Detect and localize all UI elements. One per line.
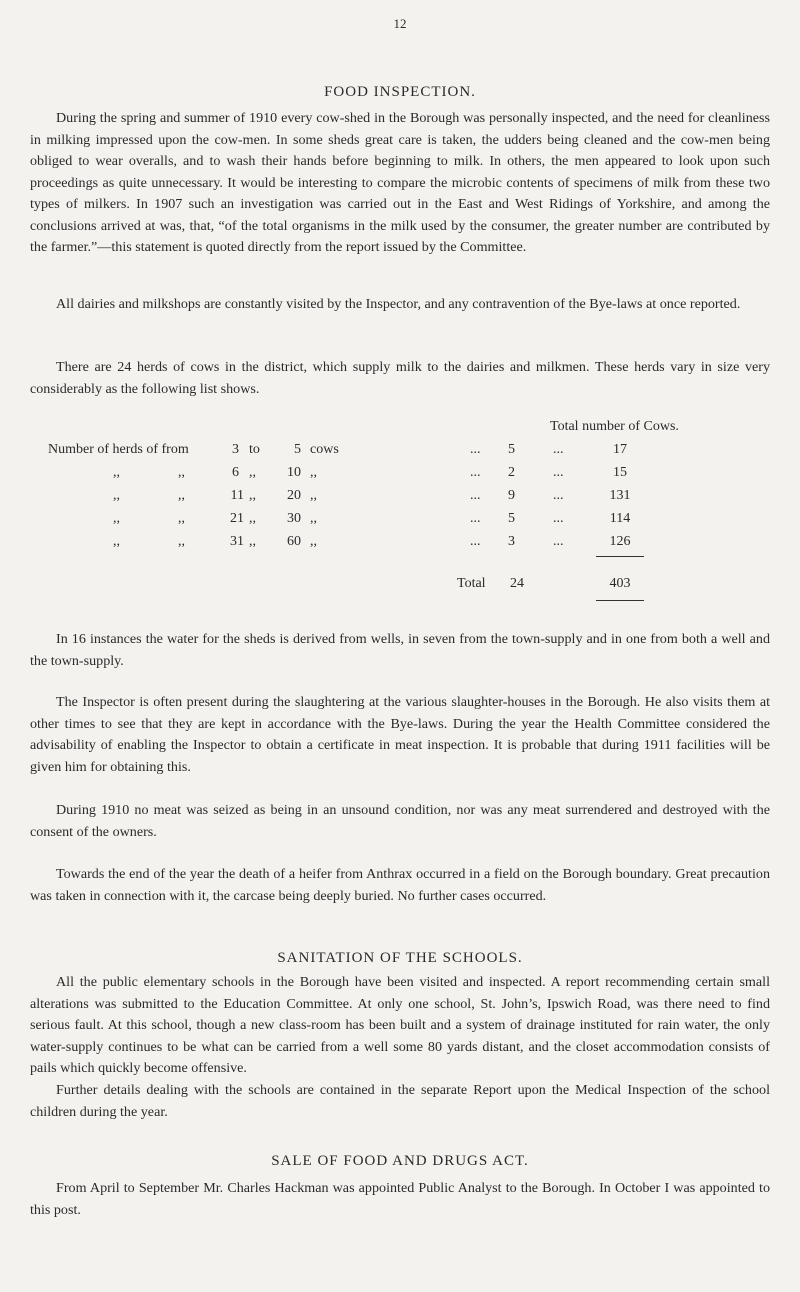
food-inspection-paragraph-4: In 16 instances the water for the sheds is derived from wells, in seven from the town-supply and in one from both a well and the town-supply. — [30, 631, 770, 669]
sanitation-paragraph-1: All the public elementary schools in the Borough have been visited and inspected. A report recommending certain small alterations was submitted to the Education Committee. At only one school, St. John’s, Ipswich Road, was there need to find serious fault. At this school, though a new class-room has been built and a system of drainage instituted for rain water, the only water-supply continues to be what can be carried from a well some 80 yards distant, and the closet accommodation consists of pails which quickly become offensive. — [30, 974, 770, 1076]
row-ditto: ,, — [178, 534, 185, 549]
row-to-word: ,, — [249, 511, 256, 526]
row-cows: 17 — [613, 442, 627, 457]
row-unit: ,, — [310, 488, 317, 503]
row-unit: ,, — [310, 511, 317, 526]
row-to-word: to — [249, 442, 260, 457]
food-inspection-paragraph-6: During 1910 no meat was seized as being in an unsound condition, nor was any meat surrendered and destroyed with the consent of the owners. — [30, 802, 770, 840]
food-inspection-paragraph-1: During the spring and summer of 1910 every cow-shed in the Borough was personally inspected, and the need for cleanliness in milking impressed upon the cow-men. In some sheds great care is taken, the udders being cleaned and the cow-men being obliged to wear overalls, and to wash their hands before beginning to milk. In others, the men appeared to look upon such proceedings as quite unnecessary. It would be interesting to compare the microbic contents of specimens of milk from these two types of milkers. In 1907 such an investigation was carried out in the East and West Ridings of Yorkshire, and among the conclusions arrived at was, that, “of the total organisms in the milk used by the consumer, the greater number are contributed by the farmer.”—this statement is quoted directly from the report issued by the Committee. — [30, 110, 770, 255]
row-from: 6 — [232, 465, 239, 480]
food-inspection-paragraph-5: The Inspector is often present during the slaughtering at the various slaughter-houses in the Borough. He also visits them at other times to see that they are kept in accordance with the Bye-laws. During the year the Health Committee considered the advisability of enabling the Inspector to obtain a certificate in meat inspection. It is probable that during 1911 facilities will be given him for obtaining this. — [30, 694, 770, 775]
row-cows: 126 — [609, 534, 631, 549]
food-inspection-paragraph-7: Towards the end of the year the death of a heifer from Anthrax occurred in a field on the Borough boundary. Great precaution was taken in connection with it, the carcase being deeply buried. No further cases occurred. — [30, 866, 770, 904]
row-label: ,, — [113, 465, 120, 480]
row-label: Number of herds of from — [48, 442, 189, 457]
row-cows: 131 — [609, 488, 631, 503]
row-label: ,, — [113, 488, 120, 503]
table-column-header: Total number of Cows. — [550, 419, 679, 434]
row-label: ,, — [113, 511, 120, 526]
row-to: 20 — [287, 488, 301, 503]
row-ditto: ,, — [178, 511, 185, 526]
food-inspection-paragraph-2: All dairies and milkshops are constantly visited by the Inspector, and any contravention of the Bye-laws at once reported. — [56, 296, 741, 312]
row-label: ,, — [113, 534, 120, 549]
row-ditto: ,, — [178, 465, 185, 480]
total-rule-top — [596, 556, 644, 557]
row-to-word: ,, — [249, 534, 256, 549]
row-to: 60 — [287, 534, 301, 549]
row-to-word: ,, — [249, 465, 256, 480]
row-to: 5 — [294, 442, 301, 457]
row-herds: 5 — [508, 511, 515, 526]
total-label: Total — [457, 576, 486, 591]
row-cows: 114 — [609, 511, 631, 526]
total-rule-bottom — [596, 600, 644, 601]
row-cows: 15 — [613, 465, 627, 480]
row-unit: ,, — [310, 534, 317, 549]
row-herds: 2 — [508, 465, 515, 480]
row-to: 10 — [287, 465, 301, 480]
sale-act-heading: SALE OF FOOD AND DRUGS ACT. — [271, 1153, 529, 1169]
sale-act-paragraph-1: From April to September Mr. Charles Hackman was appointed Public Analyst to the Borough. In October I was appointed to this post. — [30, 1180, 770, 1218]
sanitation-paragraph-2: Further details dealing with the schools are contained in the separate Report upon the Medical Inspection of the school children during the year. — [30, 1082, 770, 1120]
row-to: 30 — [287, 511, 301, 526]
row-to-word: ,, — [249, 488, 256, 503]
food-inspection-paragraph-3: There are 24 herds of cows in the district, which supply milk to the dairies and milkmen. These herds vary in size very considerably as the following list shows. — [30, 359, 770, 397]
row-herds: 9 — [508, 488, 515, 503]
row-from: 31 — [230, 534, 244, 549]
food-inspection-heading: FOOD INSPECTION. — [324, 84, 476, 100]
total-herds: 24 — [510, 576, 524, 591]
row-from: 3 — [232, 442, 239, 457]
page-number: 12 — [393, 16, 407, 31]
sanitation-heading: SANITATION OF THE SCHOOLS. — [277, 950, 523, 966]
row-herds: 5 — [508, 442, 515, 457]
row-from: 11 — [230, 488, 244, 503]
row-unit: cows — [310, 442, 339, 457]
row-unit: ,, — [310, 465, 317, 480]
row-from: 21 — [230, 511, 244, 526]
total-cows: 403 — [609, 576, 631, 591]
row-herds: 3 — [508, 534, 515, 549]
document-page: 12 FOOD INSPECTION. During the spring and summer of 1910 every cow-shed in the Borough was personally inspected, and the need for cleanliness in milking impressed upon the cow-men. In some sheds great care is taken, the udders being cleaned and the cow-men being obliged to wear overalls, and to wash their hands before beginning to milk. In others, the men appeared to look upon such proceedings as quite unnecessary. It would be interesting to compare the microbic contents of specimens of milk from these two types of milkers. In 1907 such an investigation was carried out in the East and West Ridings of Yorkshire, and among the conclusions arrived at was, that, “of the total organisms in the milk used by the consumer, the greater number are contributed by the farmer.”—this statement is quoted directly from the report issued by the Committee. All dairies and milkshops are constantly visited by the Inspector, and any contravention of the Bye-laws at once reported. There are 24 herds of cows in the district, which supply milk to the dairies and milkmen. These herds vary in size very considerably as the following list shows. Total number of Cows. Number of herds of from 3 to 5 cows ... 5 ... 17 ,, ,, 6 ,, 10 ,, ... 2 ... 15 ,, ,, 11 ,, 20 ,, ... 9 ... 131 ,, ,, 21 ,, 30 ,, ... 5 ... 114 ,, ,, 31 ,, 60 ,, ... 3 ... 126 Total 24 403 In 16 instances the water for the sheds is derived from wells, in seven from the town-supply and in one from both a well and the town-supply. The Inspector is often present during the slaughtering at the various slaughter-houses in the Borough. He also visits them at other times to see that they are kept in accordance with the Bye-laws. During the year the Health Committee considered the advisability of enabling the Inspector to obtain a certificate in meat inspection. It is probable that during 1911 facilities will be given him for obtaining this. During 1910 no meat was seized as being in an unsound condition, nor was any meat surrendered and destroyed with the consent of the owners. Towards the end of the year the death of a heifer from Anthrax occurred in a field on the Borough boundary. Great precaution was taken in connection with it, the carcase being deeply buried. No further cases occurred. SANITATION OF THE SCHOOLS. All the public elementary schools in the Borough have been visited and inspected. A report recommending certain small alterations was submitted to the Education Committee. At only one school, St. John’s, Ipswich Road, was there need to find serious fault. At this school, though a new class-room has been built and a system of drainage instituted for rain water, the only water-supply continues to be what can be carried from a well some 80 yards distant, and the closet accommodation consists of pails which quickly become offensive. Further details dealing with the schools are contained in the separate Report upon the Medical Inspection of the school children during the year. SALE OF FOOD AND DRUGS ACT. From April to September Mr. Charles Hackman was appointed Public Analyst to the Borough. In October I was appointed to this post. — [0, 0, 800, 1292]
row-ditto: ,, — [178, 488, 185, 503]
